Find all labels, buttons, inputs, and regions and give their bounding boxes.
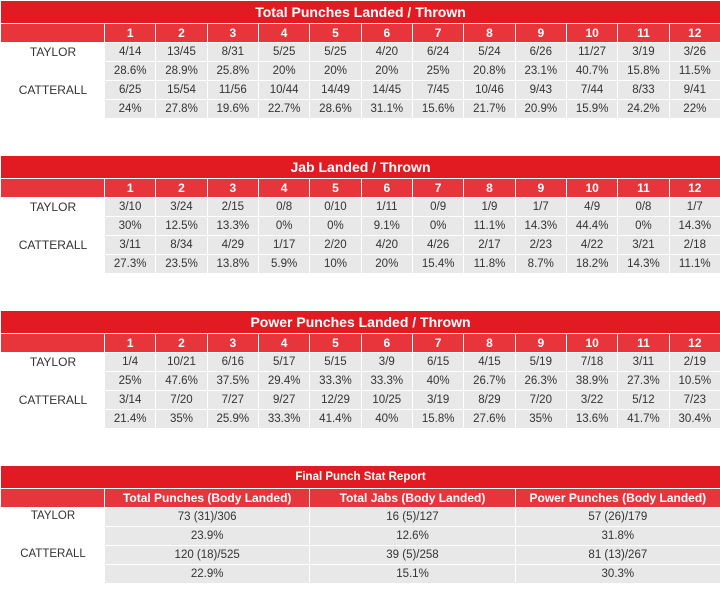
landed-thrown-cell: 1/11 [361, 198, 412, 217]
fighter-name-label: CATTERALL [18, 238, 88, 252]
round-number: 6 [361, 179, 412, 198]
landed-thrown-cell: 4/20 [361, 43, 412, 62]
percentage-cell: 25% [412, 62, 463, 81]
table-row [1, 62, 720, 81]
landed-thrown-cell: 11/27 [566, 43, 617, 62]
percentage-cell: 14.3% [515, 217, 566, 236]
percentage-cell: 15.9% [566, 100, 617, 119]
landed-thrown-cell: 0/10 [310, 198, 361, 217]
stat-value-cell: 120 (18)/525 [105, 546, 310, 565]
fighter-name [1, 508, 105, 546]
table-row [1, 527, 720, 546]
fighter-name [1, 391, 105, 429]
percentage-cell: 40% [361, 410, 412, 429]
landed-thrown-cell: 3/22 [566, 391, 617, 410]
table-row [1, 100, 720, 119]
percentage-cell: 21.7% [464, 100, 515, 119]
round-number: 6 [361, 334, 412, 353]
fighter-name-label: TAYLOR [29, 200, 77, 214]
percentage-cell: 28.6% [105, 62, 156, 81]
landed-thrown-cell: 4/9 [566, 198, 617, 217]
landed-thrown-cell: 3/9 [361, 353, 412, 372]
jab-round-header [1, 179, 720, 198]
percentage-cell: 15.8% [412, 410, 463, 429]
header-blank [1, 24, 105, 43]
percentage-cell: 40.7% [566, 62, 617, 81]
landed-thrown-cell: 2/23 [515, 236, 566, 255]
round-number: 10 [566, 179, 617, 198]
stat-value-cell: 16 (5)/127 [310, 508, 515, 527]
landed-thrown-cell: 3/11 [105, 236, 156, 255]
round-number: 1 [105, 179, 156, 198]
landed-thrown-cell: 4/22 [566, 236, 617, 255]
table-row [1, 43, 720, 62]
round-number: 9 [515, 24, 566, 43]
round-number: 3 [207, 24, 258, 43]
percentage-cell: 31.8% [515, 527, 720, 546]
percentage-cell: 15.1% [310, 565, 515, 584]
landed-thrown-cell: 3/10 [105, 198, 156, 217]
landed-thrown-cell: 3/14 [105, 391, 156, 410]
final-title: Final Punch Stat Report [1, 466, 720, 489]
landed-thrown-cell: 0/8 [258, 198, 309, 217]
landed-thrown-cell: 7/45 [412, 81, 463, 100]
landed-thrown-cell: 5/17 [258, 353, 309, 372]
landed-thrown-cell: 10/25 [361, 391, 412, 410]
percentage-cell: 23.1% [515, 62, 566, 81]
landed-thrown-cell: 9/27 [258, 391, 309, 410]
percentage-cell: 22.9% [105, 565, 310, 584]
landed-thrown-cell: 8/33 [618, 81, 669, 100]
percentage-cell: 41.7% [618, 410, 669, 429]
landed-thrown-cell: 4/26 [412, 236, 463, 255]
percentage-cell: 40% [412, 372, 463, 391]
landed-thrown-cell: 2/18 [669, 236, 720, 255]
percentage-cell: 33.3% [361, 372, 412, 391]
landed-thrown-cell: 2/19 [669, 353, 720, 372]
round-number: 5 [310, 24, 361, 43]
percentage-cell: 14.3% [618, 255, 669, 274]
landed-thrown-cell: 9/41 [669, 81, 720, 100]
percentage-cell: 13.8% [207, 255, 258, 274]
table-row [1, 255, 720, 274]
percentage-cell: 11.1% [464, 217, 515, 236]
landed-thrown-cell: 12/29 [310, 391, 361, 410]
landed-thrown-cell: 1/7 [515, 198, 566, 217]
percentage-cell: 13.3% [207, 217, 258, 236]
percentage-cell: 22.7% [258, 100, 309, 119]
percentage-cell: 11.5% [669, 62, 720, 81]
landed-thrown-cell: 5/24 [464, 43, 515, 62]
percentage-cell: 12.5% [156, 217, 207, 236]
round-number: 12 [669, 334, 720, 353]
percentage-cell: 25% [105, 372, 156, 391]
landed-thrown-cell: 1/9 [464, 198, 515, 217]
stat-column-header: Total Jabs (Body Landed) [310, 489, 515, 508]
landed-thrown-cell: 10/21 [156, 353, 207, 372]
landed-thrown-cell: 1/17 [258, 236, 309, 255]
landed-thrown-cell: 8/31 [207, 43, 258, 62]
table-row [1, 198, 720, 217]
landed-thrown-cell: 3/19 [618, 43, 669, 62]
total-table [0, 0, 720, 119]
fighter-name [1, 198, 105, 236]
round-number: 9 [515, 179, 566, 198]
landed-thrown-cell: 4/29 [207, 236, 258, 255]
percentage-cell: 15.8% [618, 62, 669, 81]
table-row [1, 546, 720, 565]
landed-thrown-cell: 5/25 [258, 43, 309, 62]
percentage-cell: 22% [669, 100, 720, 119]
round-number: 11 [618, 24, 669, 43]
table-row [1, 236, 720, 255]
power-punches-section [0, 310, 720, 429]
round-number: 10 [566, 334, 617, 353]
round-number: 12 [669, 24, 720, 43]
fighter-name-label: CATTERALL [18, 83, 88, 97]
round-number: 5 [310, 179, 361, 198]
percentage-cell: 47.6% [156, 372, 207, 391]
landed-thrown-cell: 5/15 [310, 353, 361, 372]
landed-thrown-cell: 10/46 [464, 81, 515, 100]
percentage-cell: 23.5% [156, 255, 207, 274]
percentage-cell: 5.9% [258, 255, 309, 274]
landed-thrown-cell: 3/24 [156, 198, 207, 217]
percentage-cell: 24.2% [618, 100, 669, 119]
landed-thrown-cell: 6/16 [207, 353, 258, 372]
percentage-cell: 33.3% [258, 410, 309, 429]
landed-thrown-cell: 1/7 [669, 198, 720, 217]
percentage-cell: 27.6% [464, 410, 515, 429]
round-number: 5 [310, 334, 361, 353]
percentage-cell: 38.9% [566, 372, 617, 391]
landed-thrown-cell: 14/49 [310, 81, 361, 100]
round-number: 9 [515, 334, 566, 353]
percentage-cell: 30.3% [515, 565, 720, 584]
round-number: 8 [464, 24, 515, 43]
landed-thrown-cell: 2/15 [207, 198, 258, 217]
table-row [1, 508, 720, 527]
percentage-cell: 35% [515, 410, 566, 429]
percentage-cell: 9.1% [361, 217, 412, 236]
round-number: 10 [566, 24, 617, 43]
percentage-cell: 20% [361, 62, 412, 81]
final-header [1, 489, 720, 508]
round-number: 3 [207, 334, 258, 353]
landed-thrown-cell: 15/54 [156, 81, 207, 100]
round-number: 2 [156, 334, 207, 353]
landed-thrown-cell: 4/14 [105, 43, 156, 62]
percentage-cell: 11.8% [464, 255, 515, 274]
landed-thrown-cell: 11/56 [207, 81, 258, 100]
landed-thrown-cell: 14/45 [361, 81, 412, 100]
fighter-name [1, 546, 105, 584]
percentage-cell: 11.1% [669, 255, 720, 274]
landed-thrown-cell: 7/23 [669, 391, 720, 410]
percentage-cell: 27.3% [618, 372, 669, 391]
landed-thrown-cell: 7/27 [207, 391, 258, 410]
landed-thrown-cell: 10/44 [258, 81, 309, 100]
round-number: 8 [464, 179, 515, 198]
header-blank [1, 334, 105, 353]
percentage-cell: 33.3% [310, 372, 361, 391]
table-row [1, 217, 720, 236]
round-number: 4 [258, 24, 309, 43]
fighter-name-label: CATTERALL [20, 548, 86, 560]
percentage-cell: 20.9% [515, 100, 566, 119]
percentage-cell: 25.8% [207, 62, 258, 81]
percentage-cell: 10.5% [669, 372, 720, 391]
round-number: 1 [105, 24, 156, 43]
percentage-cell: 13.6% [566, 410, 617, 429]
round-number: 7 [412, 334, 463, 353]
landed-thrown-cell: 13/45 [156, 43, 207, 62]
round-number: 11 [618, 179, 669, 198]
final-table [0, 465, 720, 584]
round-number: 4 [258, 334, 309, 353]
table-row [1, 353, 720, 372]
round-number: 2 [156, 179, 207, 198]
stat-column-header: Total Punches (Body Landed) [105, 489, 310, 508]
landed-thrown-cell: 2/17 [464, 236, 515, 255]
fighter-name-label: TAYLOR [29, 355, 77, 369]
round-number: 6 [361, 24, 412, 43]
percentage-cell: 31.1% [361, 100, 412, 119]
percentage-cell: 28.9% [156, 62, 207, 81]
landed-thrown-cell: 4/15 [464, 353, 515, 372]
percentage-cell: 37.5% [207, 372, 258, 391]
fighter-name [1, 43, 105, 81]
percentage-cell: 8.7% [515, 255, 566, 274]
landed-thrown-cell: 3/26 [669, 43, 720, 62]
percentage-cell: 15.4% [412, 255, 463, 274]
round-number: 2 [156, 24, 207, 43]
percentage-cell: 21.4% [105, 410, 156, 429]
percentage-cell: 0% [618, 217, 669, 236]
percentage-cell: 35% [156, 410, 207, 429]
power-round-header [1, 334, 720, 353]
landed-thrown-cell: 5/12 [618, 391, 669, 410]
round-number: 4 [258, 179, 309, 198]
round-number: 7 [412, 24, 463, 43]
stat-value-cell: 73 (31)/306 [105, 508, 310, 527]
fighter-name [1, 236, 105, 274]
percentage-cell: 30.4% [669, 410, 720, 429]
header-blank [1, 489, 105, 508]
fighter-name [1, 81, 105, 119]
landed-thrown-cell: 5/19 [515, 353, 566, 372]
landed-thrown-cell: 3/21 [618, 236, 669, 255]
total-punches-section [0, 0, 720, 119]
percentage-cell: 0% [412, 217, 463, 236]
power-title: Power Punches Landed / Thrown [1, 311, 720, 334]
landed-thrown-cell: 7/18 [566, 353, 617, 372]
final-report-section [0, 465, 720, 584]
round-number: 1 [105, 334, 156, 353]
jab-section [0, 155, 720, 274]
table-row [1, 372, 720, 391]
percentage-cell: 19.6% [207, 100, 258, 119]
percentage-cell: 24% [105, 100, 156, 119]
percentage-cell: 0% [310, 217, 361, 236]
percentage-cell: 12.6% [310, 527, 515, 546]
fighter-name-label: TAYLOR [30, 510, 76, 522]
header-blank [1, 179, 105, 198]
landed-thrown-cell: 1/4 [105, 353, 156, 372]
percentage-cell: 20% [310, 62, 361, 81]
power-table [0, 310, 720, 429]
fighter-name-label: TAYLOR [29, 45, 77, 59]
landed-thrown-cell: 3/19 [412, 391, 463, 410]
landed-thrown-cell: 5/25 [310, 43, 361, 62]
table-row [1, 391, 720, 410]
landed-thrown-cell: 9/43 [515, 81, 566, 100]
percentage-cell: 14.3% [669, 217, 720, 236]
landed-thrown-cell: 6/26 [515, 43, 566, 62]
landed-thrown-cell: 3/11 [618, 353, 669, 372]
stat-column-header: Power Punches (Body Landed) [515, 489, 720, 508]
percentage-cell: 25.9% [207, 410, 258, 429]
percentage-cell: 26.7% [464, 372, 515, 391]
percentage-cell: 27.8% [156, 100, 207, 119]
table-row [1, 565, 720, 584]
percentage-cell: 44.4% [566, 217, 617, 236]
stat-value-cell: 39 (5)/258 [310, 546, 515, 565]
percentage-cell: 30% [105, 217, 156, 236]
percentage-cell: 20% [258, 62, 309, 81]
fighter-name [1, 353, 105, 391]
percentage-cell: 29.4% [258, 372, 309, 391]
percentage-cell: 28.6% [310, 100, 361, 119]
total-title: Total Punches Landed / Thrown [1, 1, 720, 24]
stat-value-cell: 57 (26)/179 [515, 508, 720, 527]
percentage-cell: 10% [310, 255, 361, 274]
percentage-cell: 23.9% [105, 527, 310, 546]
jab-table [0, 155, 720, 274]
landed-thrown-cell: 7/20 [515, 391, 566, 410]
table-row [1, 410, 720, 429]
percentage-cell: 0% [258, 217, 309, 236]
percentage-cell: 18.2% [566, 255, 617, 274]
round-number: 8 [464, 334, 515, 353]
round-number: 3 [207, 179, 258, 198]
round-number: 7 [412, 179, 463, 198]
landed-thrown-cell: 6/15 [412, 353, 463, 372]
jab-title: Jab Landed / Thrown [1, 156, 720, 179]
fighter-name-label: CATTERALL [18, 393, 88, 407]
table-row [1, 81, 720, 100]
percentage-cell: 15.6% [412, 100, 463, 119]
percentage-cell: 41.4% [310, 410, 361, 429]
landed-thrown-cell: 6/25 [105, 81, 156, 100]
landed-thrown-cell: 0/9 [412, 198, 463, 217]
percentage-cell: 20% [361, 255, 412, 274]
percentage-cell: 20.8% [464, 62, 515, 81]
landed-thrown-cell: 2/20 [310, 236, 361, 255]
round-number: 11 [618, 334, 669, 353]
round-number: 12 [669, 179, 720, 198]
landed-thrown-cell: 4/20 [361, 236, 412, 255]
landed-thrown-cell: 0/8 [618, 198, 669, 217]
percentage-cell: 27.3% [105, 255, 156, 274]
total-round-header [1, 24, 720, 43]
landed-thrown-cell: 6/24 [412, 43, 463, 62]
stat-value-cell: 81 (13)/267 [515, 546, 720, 565]
landed-thrown-cell: 7/20 [156, 391, 207, 410]
landed-thrown-cell: 7/44 [566, 81, 617, 100]
landed-thrown-cell: 8/34 [156, 236, 207, 255]
landed-thrown-cell: 8/29 [464, 391, 515, 410]
percentage-cell: 26.3% [515, 372, 566, 391]
